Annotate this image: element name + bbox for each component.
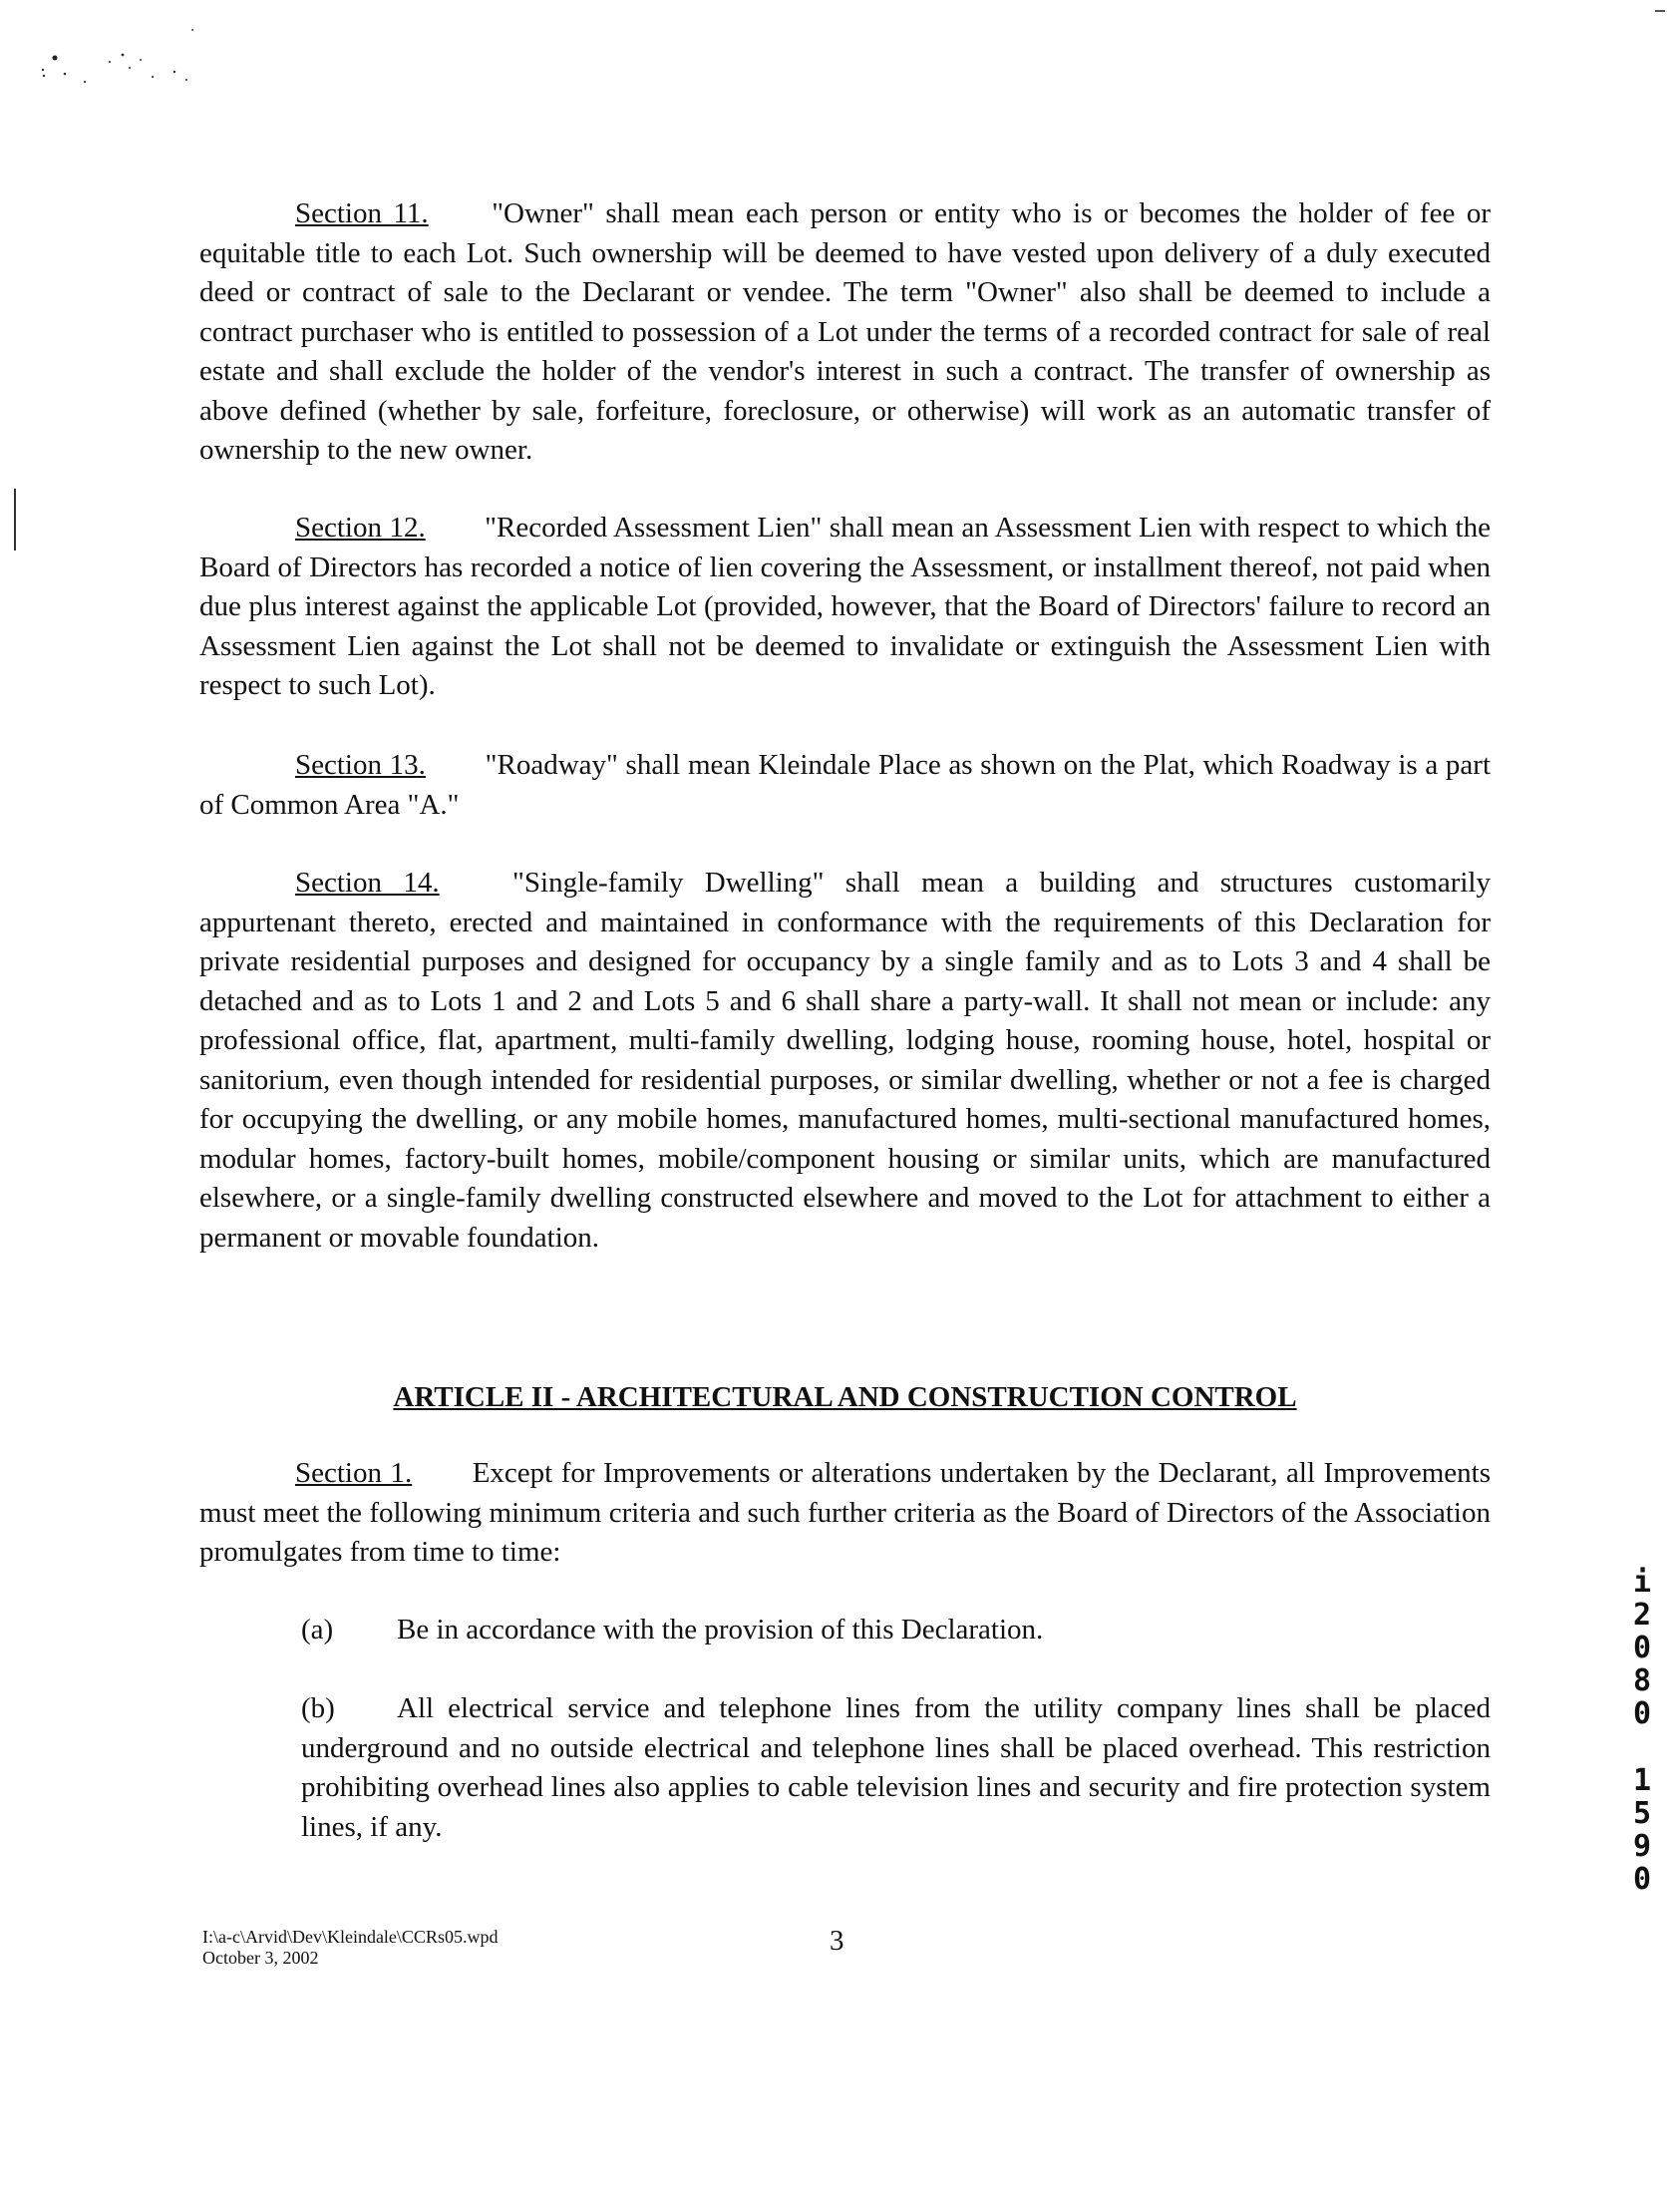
footer-path: I:\a-c\Arvid\Dev\Kleindale\CCRs05.wpd xyxy=(202,1927,499,1947)
stamp-char: 8 xyxy=(1632,1663,1652,1698)
item-b-label: (b) xyxy=(301,1692,335,1724)
section-11 xyxy=(199,194,1491,471)
scan-artifact xyxy=(35,22,224,102)
stamp-char: 0 xyxy=(1632,1696,1652,1731)
section-12-text: "Recorded Assessment Lien" shall mean an Assessment Lien with respect to which the Board of Directors has recorded a notice of lien covering the Assessment, or installment thereof, not paid when due plus interest against the applicable Lot (provided, however, that the Board of Directors' failure to record an Assessment Lien against the Lot shall not be deemed to invalidate or extinguish the Assessment Lien with respect to such Lot). xyxy=(199,512,1491,701)
stamp-char: 0 xyxy=(1632,1862,1652,1897)
section-13 xyxy=(199,746,1491,825)
section-13-label: Section 13. xyxy=(295,749,426,781)
article-section-1-label: Section 1. xyxy=(295,1457,413,1489)
section-14-text: "Single-family Dwelling" shall mean a building and structures customarily appurtenant thereto, erected and maintained in conformance with the requirements of this Declaration for private residential purposes and designed for occupancy by a single family and as to Lots 3 and 4 shall be detached and as to Lots 1 and 2 and Lots 5 and 6 shall share a party-wall. It shall not mean or include: any professional office, flat, apartment, multi-family dwelling, lodging house, rooming house, hotel, hospital or sanitorium, even though intended for residential purposes, or similar dwelling, whether or not a fee is charged for occupying the dwelling, or any mobile homes, manufactured homes, multi-sectional manufactured homes, modular homes, factory-built homes, mobile/component housing or similar units, which are manufactured elsewhere, or a single-family dwelling constructed elsewhere and moved to the Lot for attachment to either a permanent or movable foundation. xyxy=(199,867,1491,1254)
section-11-label: Section 11. xyxy=(295,197,429,229)
item-a-label: (a) xyxy=(301,1614,334,1646)
scan-margin-line xyxy=(14,489,16,550)
scan-corner-mark xyxy=(1655,10,1665,12)
section-12-label: Section 12. xyxy=(295,512,426,544)
section-12 xyxy=(199,509,1491,706)
stamp-char: 2 xyxy=(1632,1598,1652,1633)
item-b-text: All electrical service and telephone lines from the utility company lines shall be placed underground and no outside electrical and telephone lines shall be placed overhead. This restriction prohibiting overhead lines also applies to cable television lines and security and fire protection system lines, if any. xyxy=(301,1692,1491,1843)
stamp-char: 0 xyxy=(1632,1631,1652,1665)
section-11-text: "Owner" shall mean each person or entity who is or becomes the holder of fee or equitable title to each Lot. Such ownership will be deemed to have vested upon delivery of a duly executed deed or contract of sale to the Declarant or vendee. The term "Owner" also shall be deemed to include a contract purchaser who is entitled to possession of a Lot under the terms of a recorded contract for sale of real estate and shall exclude the holder of the vendor's interest in such a contract. The transfer of ownership as above defined (whether by sale, forfeiture, foreclosure, or otherwise) will work as an automatic transfer of ownership to the new owner. xyxy=(199,197,1491,466)
section-14 xyxy=(199,864,1491,1258)
stamp-char: 5 xyxy=(1632,1796,1652,1831)
item-a xyxy=(301,1611,1491,1650)
page-number: 3 xyxy=(830,1925,844,1957)
margin-stamp-number xyxy=(1627,1566,1657,1896)
section-13-text: "Roadway" shall mean Kleindale Place as shown on the Plat, which Roadway is a part of Common Area "A." xyxy=(199,749,1492,821)
stamp-char: 9 xyxy=(1632,1829,1652,1864)
item-b xyxy=(301,1689,1491,1847)
item-a-text: Be in accordance with the provision of this Declaration. xyxy=(397,1614,1044,1646)
stamp-char: i xyxy=(1632,1565,1652,1600)
footer-file-info xyxy=(202,1927,498,1969)
section-14-label: Section 14. xyxy=(295,867,440,899)
footer-date: October 3, 2002 xyxy=(202,1948,319,1968)
article-section-1 xyxy=(199,1454,1491,1573)
stamp-char: 1 xyxy=(1632,1763,1652,1798)
article-heading: ARTICLE II - ARCHITECTURAL AND CONSTRUCTION CONTROL xyxy=(393,1381,1297,1413)
stamp-gap xyxy=(1627,1730,1657,1764)
article-section-1-text: Except for Improvements or alterations undertaken by the Declarant, all Improvements must meet the following minimum criteria and such further criteria as the Board of Directors of the Association promulgates from time to time: xyxy=(199,1457,1491,1568)
